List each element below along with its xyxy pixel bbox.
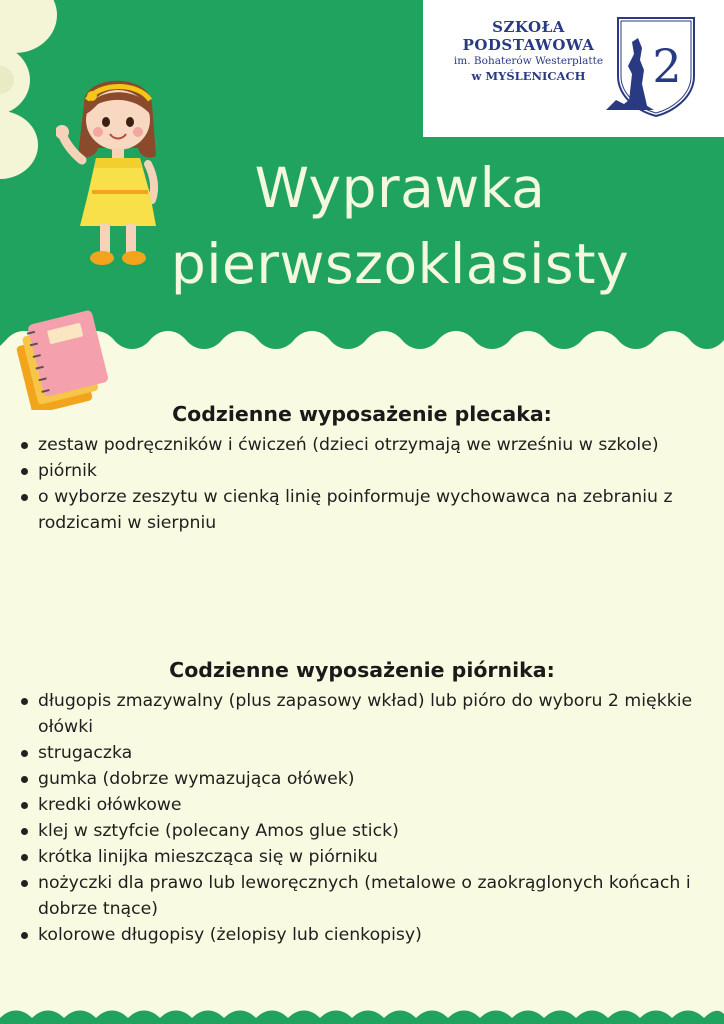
backpack-list [0, 432, 710, 536]
logo-line-2: PODSTAWOWA [462, 36, 595, 54]
backpack-heading: Codzienne wyposażenie plecaka: [172, 402, 552, 426]
school-crest-icon [598, 14, 698, 118]
backpack-section [0, 400, 724, 536]
logo-line-3: im. Bohaterów Westerplatte [453, 55, 604, 67]
pencil-case-section [0, 656, 724, 948]
pencil-case-list [0, 688, 720, 948]
green-bottom-edge [0, 1000, 724, 1024]
notebooks-illustration [10, 306, 114, 410]
title-line-1: Wyprawka [254, 156, 546, 220]
page-title [140, 150, 660, 302]
logo-line-4: w MYŚLENICACH [471, 69, 586, 83]
list-item: o wyborze zeszytu w cienką linię poinformuje wychowawca na zebraniu z rodzicami w sierpniu [20, 484, 710, 536]
list-item: strugaczka [20, 740, 720, 766]
title-line-2: pierwszoklasisty [170, 232, 630, 296]
list-item: zestaw podręczników i ćwiczeń (dzieci otrzymają we wrześniu w szkole) [20, 432, 710, 458]
list-item: kolorowe długopisy (żelopisy lub cienkopisy) [20, 922, 720, 948]
list-item: nożyczki dla prawo lub leworęcznych (metalowe o zaokrąglonych końcach i dobrze tnące) [20, 870, 720, 922]
list-item: gumka (dobrze wymazująca ołówek) [20, 766, 720, 792]
school-name [441, 18, 616, 85]
school-number: 2 [652, 39, 682, 93]
logo-line-1: SZKOŁA [492, 18, 565, 36]
school-logo [423, 0, 724, 137]
list-item: kredki ołówkowe [20, 792, 720, 818]
list-item: klej w sztyfcie (polecany Amos glue stick) [20, 818, 720, 844]
list-item: krótka linijka mieszcząca się w piórniku [20, 844, 720, 870]
list-item: piórnik [20, 458, 710, 484]
list-item: długopis zmazywalny (plus zapasowy wkład) lub pióro do wyboru 2 miękkie ołówki [20, 688, 720, 740]
pencil-case-heading: Codzienne wyposażenie piórnika: [169, 658, 555, 682]
